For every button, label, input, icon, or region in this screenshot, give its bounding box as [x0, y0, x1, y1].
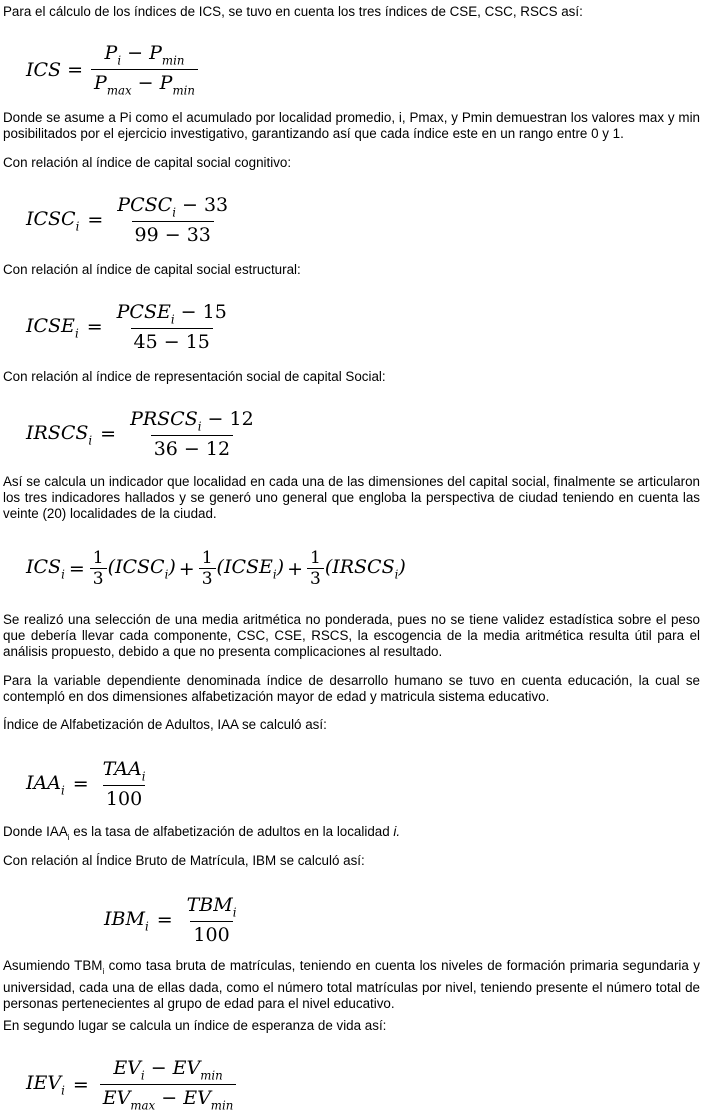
equation-icse: [26, 301, 233, 353]
symbol: IBM: [104, 907, 145, 930]
equation-irscs: [26, 408, 260, 460]
paragraph-iev-heading: En segundo lugar se calcula un índice de esperanza de vida así:: [3, 1018, 387, 1033]
operand: − 15: [174, 301, 227, 323]
subscript: i: [61, 567, 65, 582]
subscript: i: [232, 905, 237, 920]
equals-sign: =: [72, 1073, 89, 1096]
subscript: min: [200, 1068, 223, 1083]
paragraph-irscs-heading: Con relación al índice de representación social de capital Social:: [3, 369, 386, 384]
symbol: ICS: [26, 555, 62, 578]
equation-lhs: [26, 315, 79, 340]
symbol: TAA: [102, 758, 142, 780]
equation-fraction: [114, 194, 231, 246]
equation-lhs: [26, 208, 79, 233]
paragraph-pi-definition: Donde se asume a Pi como el acumulado por localidad promedio, i, Pmax, y Pmin demuestran los valores max y min posibilitados por el ejercicio investigativo, garantizando así que cada índice este en un rango entre 0 y 1.: [3, 110, 700, 141]
subscript: i: [74, 325, 79, 340]
equation-icsc: [26, 194, 234, 246]
paragraph-intro: Para el cálculo de los índices de ICS, se tuvo en cuenta los tres índices de CSE, CSC, RSCS así:: [3, 4, 583, 19]
equals-sign: =: [86, 316, 103, 339]
denominator: 45 − 15: [131, 328, 213, 353]
text: como tasa bruta de matrículas, teniendo en cuenta los niveles de formación primaria segundaria y universidad, cada una de ellas dada, como el número total matrículas por nivel, teniendo presente el número total de personas pertenecientes al grupo de edad para el nivel educativo.: [3, 958, 700, 1012]
numerator: [102, 42, 188, 69]
numerator: [114, 194, 231, 221]
subscript: i: [197, 419, 202, 434]
operator: −: [144, 1057, 173, 1079]
subscript: i: [102, 967, 105, 977]
numerator: 1: [201, 548, 213, 568]
symbol: P: [94, 72, 107, 95]
denominator: 3: [90, 568, 107, 589]
symbol: P: [149, 42, 162, 64]
equation-iev: [26, 1057, 239, 1113]
numerator: [114, 301, 230, 328]
symbol: (ICSC: [107, 555, 165, 578]
subscript: i: [117, 53, 122, 68]
denominator: [100, 1084, 237, 1112]
numerator: [184, 894, 240, 921]
text: Asumiendo TBM: [3, 958, 103, 973]
term-irscs: [325, 556, 406, 581]
paragraph-icse-heading: Con relación al índice de capital social estructural:: [3, 262, 301, 277]
subscript: min: [210, 1098, 234, 1113]
equation-ics-total: [26, 548, 406, 589]
subscript: i: [60, 782, 65, 797]
subscript: max: [106, 83, 132, 98]
symbol: PCSC: [117, 194, 173, 216]
equation-lhs: [26, 1072, 65, 1097]
paragraph-iaa-definition: [3, 824, 700, 846]
one-third-fraction: [199, 548, 216, 589]
equals-sign: =: [100, 423, 117, 446]
subscript: min: [161, 53, 185, 68]
equation-lhs: [104, 908, 149, 933]
operand: − 12: [201, 408, 254, 430]
equation-fraction: [114, 301, 230, 353]
equation-ics: [26, 42, 201, 98]
equation-lhs: [26, 772, 65, 797]
operator: −: [155, 1087, 184, 1110]
numerator: [110, 1057, 225, 1084]
symbol: PRSCS: [130, 408, 198, 430]
denominator: 36 − 12: [151, 435, 233, 460]
subscript: i: [144, 918, 149, 933]
equals-sign: =: [156, 909, 173, 932]
paren: ): [276, 555, 285, 578]
plus-sign: +: [287, 557, 303, 580]
denominator: [91, 69, 198, 97]
numerator: [127, 408, 257, 435]
paragraph-dependent-variable: Para la variable dependiente denominada índice de desarrollo humano se tuvo en cuenta educación, la cual se contempló en dos dimensiones alfabetización mayor de edad y matricula sistema educativo.: [3, 673, 700, 704]
symbol: EV: [113, 1057, 141, 1079]
symbol: EV: [102, 1087, 131, 1110]
one-third-fraction: [307, 548, 324, 589]
operand: − 33: [175, 194, 229, 216]
denominator: 99 − 33: [132, 221, 214, 246]
equation-fraction: [100, 758, 149, 810]
subscript: i: [67, 833, 70, 843]
operator: −: [131, 72, 160, 95]
equation-fraction: [184, 894, 240, 946]
equation-ibm: [104, 894, 242, 946]
subscript: i: [141, 769, 146, 784]
subscript: min: [172, 83, 195, 98]
subscript: i: [88, 432, 93, 447]
equation-lhs: ICS =: [26, 58, 84, 81]
one-third-fraction: [90, 548, 107, 589]
denominator: 100: [103, 785, 145, 810]
italic-text: i.: [393, 824, 401, 839]
symbol: (ICSE: [216, 555, 273, 578]
paragraph-iaa-heading: Índice de Alfabetización de Adultos, IAA se calculó así:: [3, 717, 327, 732]
plus-sign: +: [178, 557, 195, 580]
text: es la tasa de alfabetización de adultos en la localidad: [69, 824, 394, 839]
text: Donde IAA: [3, 824, 68, 839]
equals-sign: =: [87, 209, 104, 232]
symbol: ICSC: [26, 207, 76, 230]
subscript: i: [172, 205, 176, 220]
subscript: i: [75, 218, 80, 233]
equals-sign: =: [68, 557, 85, 580]
operator: −: [121, 42, 150, 64]
denominator: 100: [190, 921, 232, 946]
equation-fraction: [100, 1057, 237, 1113]
subscript: max: [130, 1098, 156, 1113]
subscript: i: [164, 567, 169, 582]
symbol: P: [159, 72, 173, 95]
equation-fraction: [91, 42, 198, 98]
paragraph-ibm-heading: Con relación al Índice Bruto de Matrícula, IBM se calculó así:: [3, 853, 365, 868]
symbol: EV: [172, 1057, 201, 1079]
equation-iaa: [26, 758, 151, 810]
term-icse: [217, 556, 285, 581]
equation-lhs: [26, 422, 92, 447]
equation-lhs: [26, 556, 65, 581]
symbol: ICSE: [26, 314, 75, 337]
denominator: 3: [199, 568, 216, 589]
symbol: IEV: [26, 1072, 62, 1095]
symbol: PCSE: [116, 301, 171, 323]
subscript: i: [61, 1083, 65, 1098]
subscript: i: [272, 567, 277, 582]
paren: ): [398, 555, 406, 578]
denominator: 3: [307, 568, 324, 589]
subscript: i: [394, 567, 399, 582]
paragraph-tbm-definition: [3, 958, 700, 1012]
equals-sign: =: [72, 773, 89, 796]
symbol: EV: [183, 1087, 211, 1110]
symbol: P: [104, 42, 118, 64]
paren: ): [168, 555, 176, 578]
paragraph-arithmetic-mean: Se realizó una selección de una media aritmética no ponderada, pues no se tiene validez estadística sobre el peso que debería llevar cada componente, CSC, CSE, RSCS, la escogencia de la media aritmética resulta útil para el análisis propuesto, debido a que no presenta complicaciones al resultado.: [3, 612, 700, 659]
symbol: IRSCS: [26, 421, 89, 444]
subscript: i: [140, 1068, 145, 1083]
symbol: TBM: [186, 894, 233, 916]
numerator: [100, 758, 149, 785]
numerator: 1: [92, 548, 104, 568]
paragraph-icsc-heading: Con relación al índice de capital social cognitivo:: [3, 155, 292, 170]
paragraph-indicator-explanation: Así se calcula un indicador que localidad en cada una de las dimensiones del capital social, finalmente se articularon los tres indicadores hallados y se generó uno general que engloba la perspectiva de ciudad teniendo en cuenta las veinte (20) localidades de la ciudad.: [3, 474, 700, 521]
equation-fraction: [127, 408, 257, 460]
symbol: (IRSCS: [324, 555, 395, 578]
subscript: i: [170, 312, 175, 327]
numerator: 1: [309, 548, 321, 568]
symbol: IAA: [26, 771, 61, 794]
term-icsc: [108, 556, 176, 581]
